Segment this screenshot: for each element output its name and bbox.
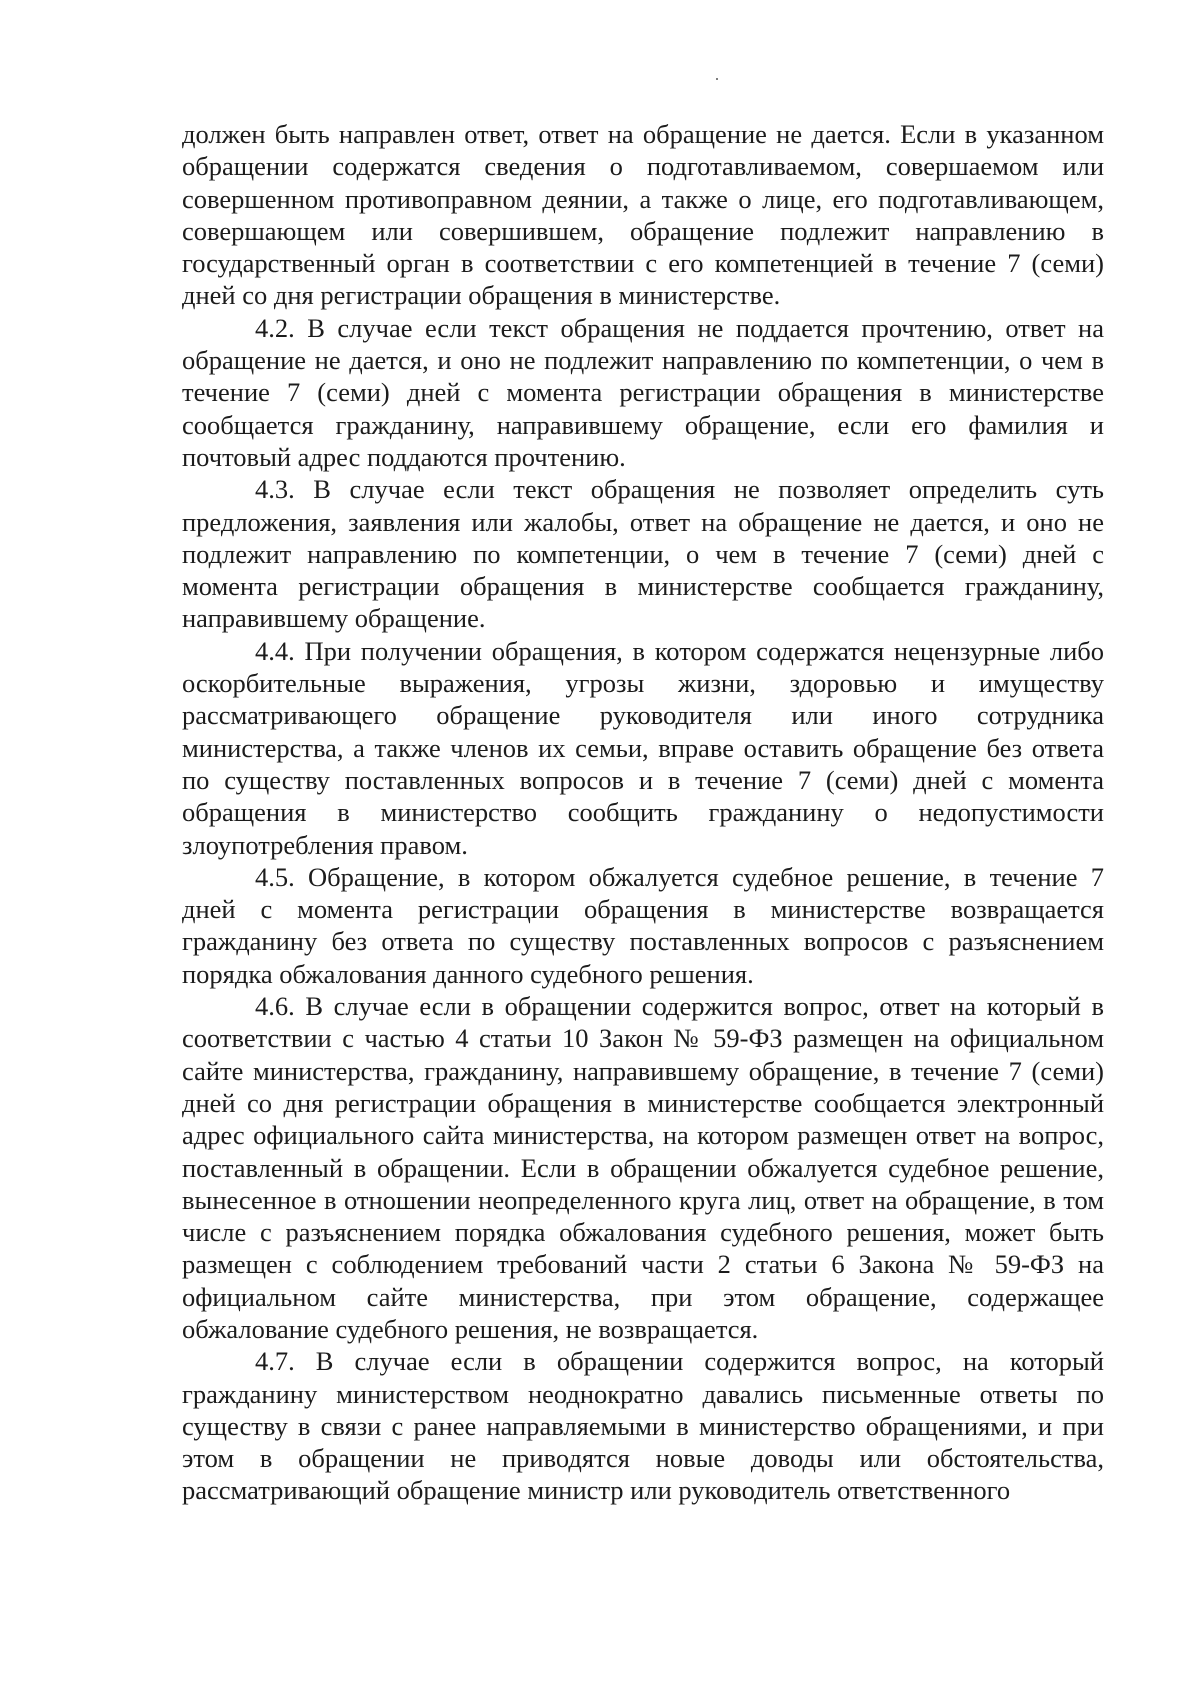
paragraph-clause-4-5: 4.5. Обращение, в котором обжалуется судебное решение, в течение 7 дней с момента регистрации обращения в министерстве возвращается гражданину без ответа по существу поставленных вопросов с разъяснением порядка обжалования данного судебного решения. [182, 861, 1104, 989]
paragraph-clause-4-4: 4.4. При получении обращения, в котором содержатся нецензурные либо оскорбительные выражения, угрозы жизни, здоровью и имуществу рассматривающего обращение руководителя или иного сотрудника министерства, а также членов их семьи, вправе оставить обращение без ответа по существу поставленных вопросов и в течение 7 (семи) дней с момента обращения в министерство сообщить гражданину о недопустимости злоупотребления правом. [182, 635, 1104, 860]
paragraph-clause-4-2: 4.2. В случае если текст обращения не поддается прочтению, ответ на обращение не дается, и оно не подлежит направлению по компетенции, о чем в течение 7 (семи) дней с момента регистрации обращения в министерстве сообщается гражданину, направившему обращение, если его фамилия и почтовый адрес поддаются прочтению. [182, 312, 1104, 472]
scan-speck [716, 78, 718, 80]
paragraph-clause-4-6: 4.6. В случае если в обращении содержится вопрос, ответ на который в соответствии с частью 4 статьи 10 Закон № 59-ФЗ размещен на официальном сайте министерства, гражданину, направившему обращение, в течение 7 (семи) дней со дня регистрации обращения в министерстве сообщается электронный адрес официального сайта министерства, на котором размещен ответ на вопрос, поставленный в обращении. Если в обращении обжалуется судебное решение, вынесенное в отношении неопределенного круга лиц, ответ на обращение, в том числе с разъяснением порядка обжалования судебного решения, может быть размещен с соблюдением требований части 2 статьи 6 Закона № 59-ФЗ на официальном сайте министерства, при этом обращение, содержащее обжалование судебного решения, не возвращается. [182, 991, 1104, 1344]
paragraph-continuation: должен быть направлен ответ, ответ на обращение не дается. Если в указанном обращении содержатся сведения о подготавливаемом, совершаемом или совершенном противоправном деянии, а также о лице, его подготавливающем, совершающем или совершившем, обращение подлежит направлению в государственный орган в соответствии с его компетенцией в течение 7 (семи) дней со дня регистрации обращения в министерстве. [182, 119, 1104, 311]
document-body [182, 118, 1104, 1507]
paragraph-clause-4-7: 4.7. В случае если в обращении содержится вопрос, на который гражданину министерством неоднократно давались письменные ответы по существу в связи с ранее направляемыми в министерство обращениями, и при этом в обращении не приводятся новые доводы или обстоятельства, рассматривающий обращение министр или руководитель ответственного [182, 1346, 1104, 1506]
paragraph-clause-4-3: 4.3. В случае если текст обращения не позволяет определить суть предложения, заявления или жалобы, ответ на обращение не дается, и оно не подлежит направлению по компетенции, о чем в течение 7 (семи) дней с момента регистрации обращения в министерстве сообщается гражданину, направившему обращение. [182, 474, 1104, 634]
